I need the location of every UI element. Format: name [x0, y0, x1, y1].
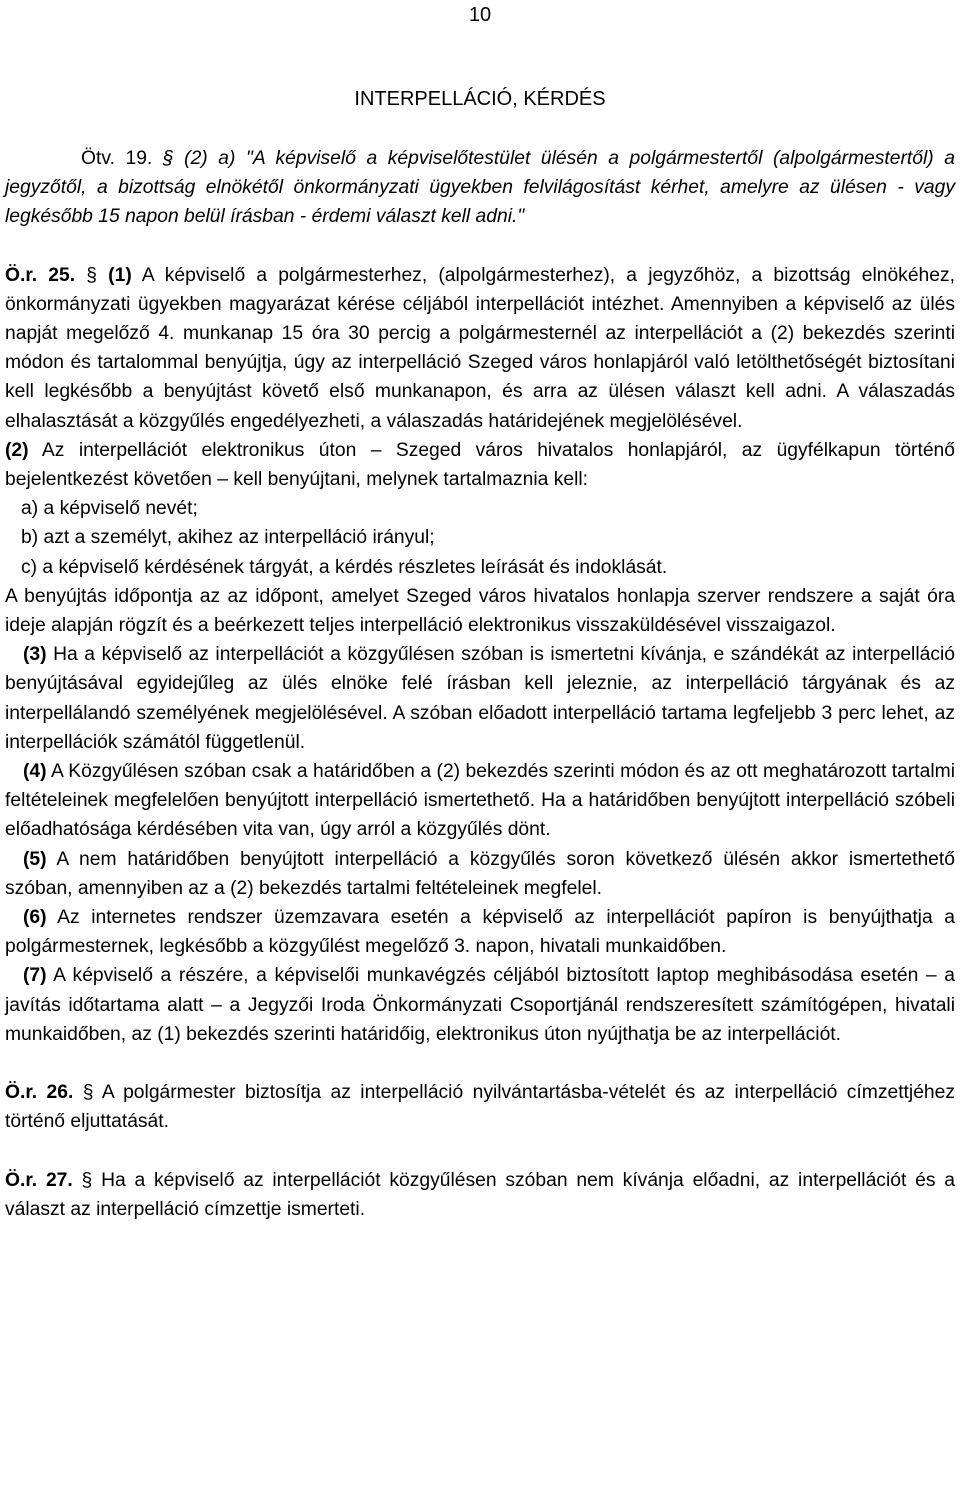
- spacer: [5, 1137, 955, 1166]
- or25-p3: [5, 640, 955, 757]
- or25-p1-num: (1): [108, 264, 132, 286]
- or25-p4-text: A Közgyűlésen szóban csak a határidőben a (2) bekezdés szerinti módon és az ott meghatározott tartalmi feltételeinek megfelelően benyújtott interpelláció ismertethető. Ha a határidőben benyújtott interpelláció szóbeli előadhatósága kérdésében vita van, úgy arról a közgyűlés dönt.: [5, 761, 955, 841]
- or25-p3-text: Ha a képviselő az interpellációt a közgyűlésen szóban is ismertetni kívánja, e szándékát az interpelláció benyújtásával egyidejűleg az ülés elnöke felé írásban kell jeleznie, az interpelláció tárgyának és az interpellálandó személyének megjelölésével. A szóban előadott interpelláció tartama legfeljebb 3 perc lehet, az interpellációk számától függetlenül.: [5, 644, 955, 753]
- or25-ref: Ö.r. 25.: [5, 264, 76, 286]
- section-sign: §: [86, 264, 98, 286]
- or25-p2-num: (2): [5, 439, 29, 461]
- or25-p6: [5, 903, 955, 961]
- or26-text: A polgármester biztosítja az interpelláció nyilvántartásba-vételét és az interpelláció címzettjéhez történő eljuttatását.: [5, 1082, 956, 1133]
- otv-paragraph: [5, 144, 955, 232]
- page-number: 10: [468, 4, 492, 26]
- or25-p5: [5, 845, 955, 903]
- otv-ref: Ötv. 19.: [81, 148, 153, 169]
- or25-p6-text: Az internetes rendszer üzemzavara esetén a képviselő az interpellációt papíron is benyújthatja a polgármesternek, legkésőbb a közgyűlést megelőző 3. napon, hivatali munkaidőben.: [5, 907, 955, 958]
- document-body: [5, 144, 955, 1224]
- or26-paragraph: [5, 1078, 955, 1136]
- or25-p1-text: A képviselő a polgármesterhez, (alpolgármesterhez), a jegyzőhöz, a bizottság elnökéhez, önkormányzati ügyekben magyarázat kérése céljából interpellációt intézhet. Amennyiben a képviselő az ülés napját megelőző 4. munkanap 15 óra 30 percig a polgármesternél az interpellációt a (2) bekezdés szerinti módon és tartalommal benyújtja, úgy az interpelláció Szeged város honlapjáról való letölthetőségét biztosítani kell legkésőbb a benyújtást követő első munkanapon, és arra az ülésen választ kell adni. A válaszadás elhalasztását a közgyűlés engedélyezheti, a válaszadás határidejének megjelölésével.: [5, 264, 955, 432]
- or25-p7-num: (7): [23, 965, 47, 987]
- or27-ref: Ö.r. 27.: [5, 1169, 73, 1191]
- spacer: [5, 1049, 955, 1078]
- or25-p2-item-a: a) a képviselő nevét;: [21, 498, 198, 520]
- or25-p4: [5, 757, 955, 845]
- or25-p7-text: A képviselő a részére, a képviselői munkavégzés céljából biztosított laptop meghibásodása esetén – a javítás időtartama alatt – a Jegyzői Iroda Önkormányzati Csoportjánál rendszeresített számítógépen, hivatali munkaidőben, az (1) bekezdés szerinti határidőig, elektronikus úton nyújthatja be az interpellációt.: [5, 965, 955, 1045]
- section-heading: INTERPELLÁCIÓ, KÉRDÉS: [354, 88, 606, 110]
- or25-p6-num: (6): [23, 907, 47, 929]
- section-sign: §: [81, 1169, 93, 1191]
- or25-p2-item-c: c) a képviselő kérdésének tárgyát, a kérdés részletes leírását és indoklását.: [21, 556, 668, 578]
- otv-quote: (2) a) "A képviselő a képviselőtestület ülésén a polgármestertől (alpolgármestertől) a jegyzőtől, a bizottság elnökétől önkormányzati ügyekben felvilágosítást kérhet, amelyre az ülésen - vagy legkésőbb 15 napon belül írásban - érdemi választ kell adni.": [5, 148, 955, 228]
- or26-ref: Ö.r. 26.: [5, 1082, 74, 1104]
- or25-p1: [5, 261, 955, 436]
- spacer: [5, 232, 955, 261]
- or25-p4-num: (4): [23, 761, 47, 783]
- section-sign: §: [162, 148, 174, 169]
- or25-p2-item-b: b) azt a személyt, akihez az interpelláció irányul;: [21, 527, 435, 549]
- or25-p5-num: (5): [23, 848, 47, 870]
- or27-paragraph: [5, 1166, 955, 1224]
- or25-p5-text: A nem határidőben benyújtott interpelláció a közgyűlés soron következő ülésén akkor ismertethető szóban, amennyiben az a (2) bekezdés tartalmi feltételeinek megfelel.: [5, 848, 955, 899]
- or25-p2: [5, 436, 955, 494]
- section-sign: §: [82, 1082, 94, 1104]
- or25-p3-num: (3): [23, 644, 47, 666]
- or25-p2-after: A benyújtás időpontja az az időpont, amelyet Szeged város hivatalos honlapja szerver rendszere a saját óra ideje alapján rögzít és a beérkezett teljes interpelláció elektronikus visszaküldésével visszaigazol.: [5, 585, 955, 637]
- or25-p2-text: Az interpellációt elektronikus úton – Szeged város hivatalos honlapjáról, az ügyfélkapun történő bejelentkezést követően – kell benyújtani, melynek tartalmaznia kell:: [5, 439, 955, 491]
- or27-text: Ha a képviselő az interpellációt közgyűlésen szóban nem kívánja előadni, az interpellációt és a választ az interpelláció címzettje ismerteti.: [5, 1169, 955, 1220]
- or25-p7: [5, 961, 955, 1049]
